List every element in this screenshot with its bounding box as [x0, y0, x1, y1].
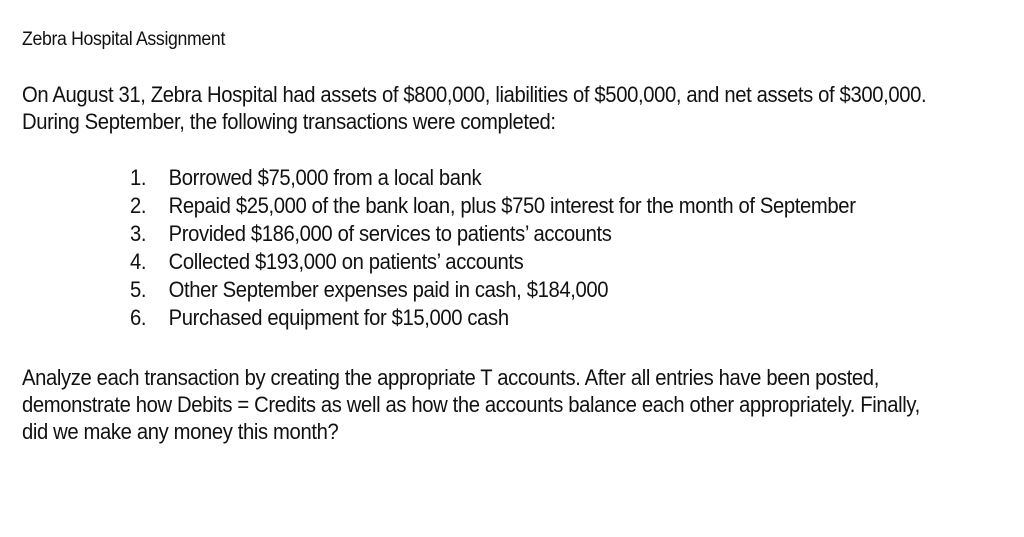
- intro-line: On August 31, Zebra Hospital had assets of $800,000, liabilities of $500,000, and net assets of $300,000.: [22, 82, 927, 107]
- list-item-text: Borrowed $75,000 from a local bank: [168, 165, 482, 190]
- list-item: [130, 164, 856, 192]
- instructions-line: Analyze each transaction by creating the appropriate T accounts. After all entries have been posted,: [22, 365, 879, 390]
- list-item-text: Collected $193,000 on patients’ accounts: [168, 249, 524, 274]
- list-item-text: Provided $186,000 of services to patients’ accounts: [168, 221, 612, 246]
- intro-line: During September, the following transactions were completed:: [22, 109, 556, 134]
- list-item-number: 1.: [130, 165, 147, 190]
- list-item-text: Other September expenses paid in cash, $184,000: [168, 277, 609, 302]
- list-item: [130, 276, 856, 304]
- list-item: [130, 220, 856, 248]
- instructions-paragraph: [22, 364, 1016, 445]
- document-title: Zebra Hospital Assignment: [22, 29, 226, 50]
- list-item: [130, 304, 856, 332]
- list-item: [130, 192, 856, 220]
- list-item-number: 5.: [130, 277, 147, 302]
- list-item-number: 2.: [130, 193, 147, 218]
- intro-paragraph: [22, 81, 997, 135]
- list-item-number: 3.: [130, 221, 147, 246]
- list-item-text: Purchased equipment for $15,000 cash: [168, 305, 509, 330]
- list-item-text: Repaid $25,000 of the bank loan, plus $750 interest for the month of September: [168, 193, 856, 218]
- instructions-line: demonstrate how Debits = Credits as well as how the accounts balance each other appropriately. Finally,: [22, 392, 920, 417]
- instructions-line: did we make any money this month?: [22, 419, 339, 444]
- transaction-list: [130, 164, 856, 332]
- list-item: [130, 248, 856, 276]
- list-item-number: 6.: [130, 305, 147, 330]
- list-item-number: 4.: [130, 249, 147, 274]
